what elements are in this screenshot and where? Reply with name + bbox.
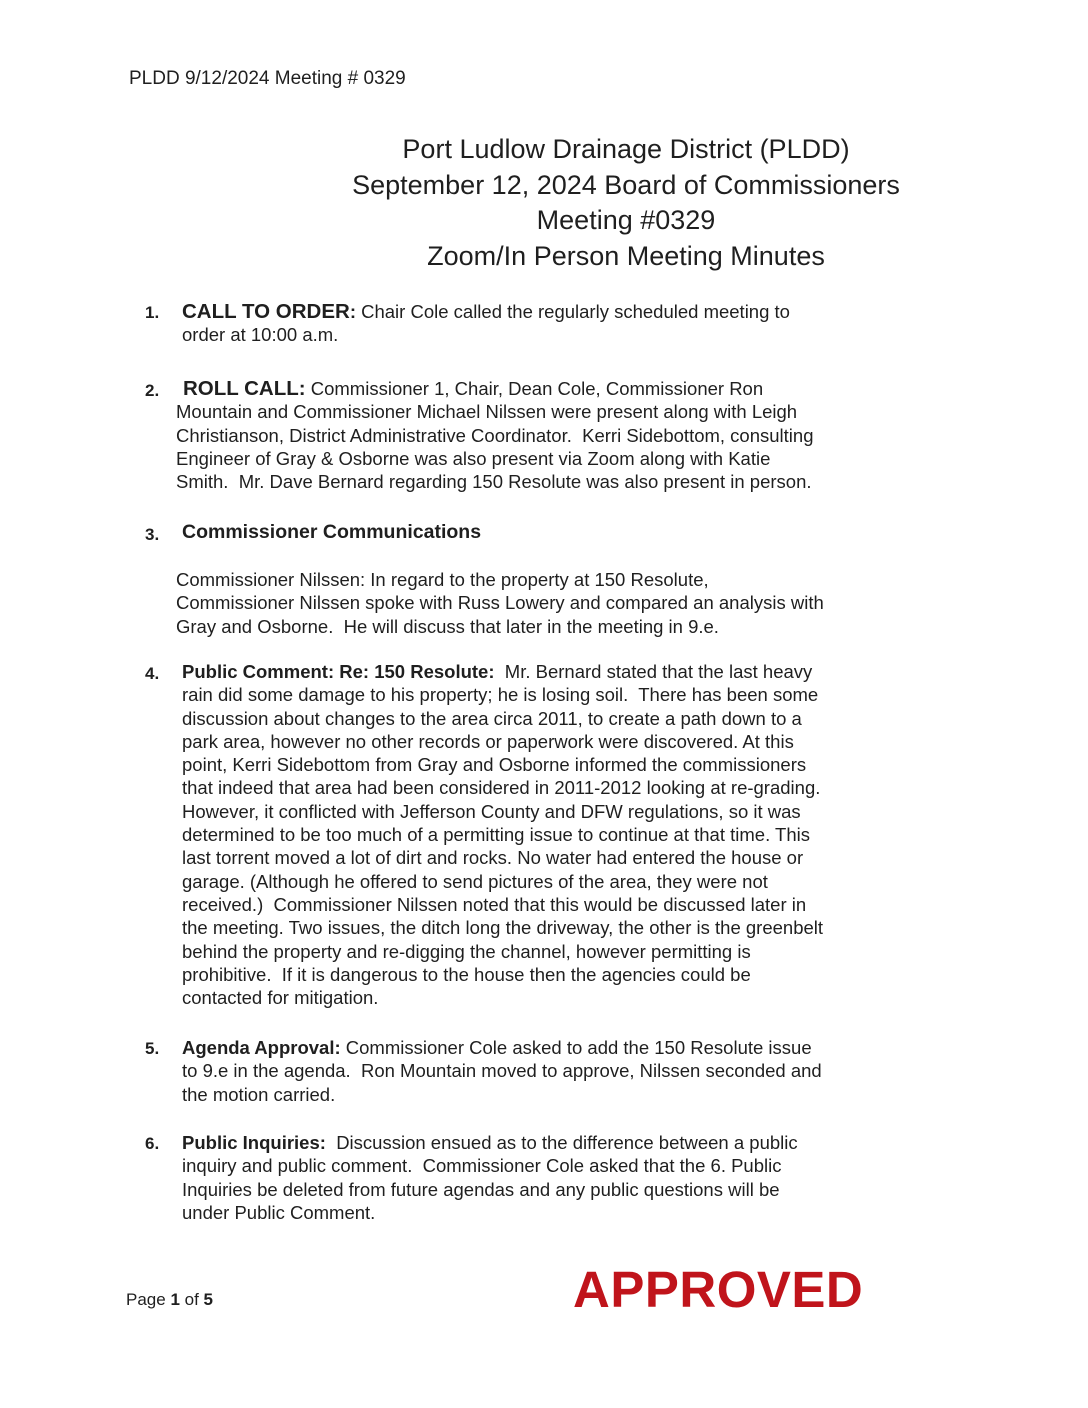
agenda-item-agenda-approval (182, 1036, 822, 1106)
item-text-line: order at 10:00 a.m. (182, 324, 339, 346)
page-header: PLDD 9/12/2024 Meeting # 0329 (129, 68, 406, 89)
item-text-line: Mountain and Commissioner Michael Nilssen were present along with Leigh (176, 401, 798, 423)
page-word: Page (126, 1290, 171, 1309)
item-text-line: under Public Comment. (182, 1201, 376, 1223)
item-text-line: Discussion ensued as to the difference between a public (325, 1132, 798, 1153)
item-heading: ROLL CALL: (183, 377, 306, 400)
item-text-line: Commissioner Nilssen: In regard to the property at 150 Resolute, (176, 569, 709, 590)
item-number: 3. (145, 525, 160, 544)
item-text-line: contacted for mitigation. (182, 987, 379, 1009)
item-number: 1. (145, 303, 160, 322)
item-text-line: the motion carried. (182, 1083, 336, 1105)
item-text-line: that indeed that area had been considered in 2011-2012 looking at re-grading. (182, 777, 821, 799)
agenda-item-roll-call (176, 377, 814, 493)
item-text-line: discussion about changes to the area circa 2011, to create a path down to a (182, 707, 802, 729)
item-text-line: garage. (Although he offered to send pictures of the area, they were not (182, 870, 768, 892)
item-number: 5. (145, 1039, 160, 1058)
item-text-line: behind the property and re-digging the channel, however permitting is (182, 940, 751, 962)
heading-colon: : (349, 301, 356, 322)
item-text-line: Commissioner Cole asked to add the 150 Resolute issue (340, 1037, 812, 1058)
item-heading: CALL TO ORDER (182, 300, 350, 323)
item-number: 2. (145, 381, 160, 400)
item-heading: Agenda Approval: (182, 1037, 341, 1058)
item-text-line: Commissioner Nilssen spoke with Russ Lowery and compared an analysis with (176, 592, 824, 614)
item-text-line: However, it conflicted with Jefferson County and DFW regulations, so it was (182, 800, 801, 822)
item-text-line: Gray and Osborne. He will discuss that later in the meeting in 9.e. (176, 615, 719, 637)
item-text-line: prohibitive. If it is dangerous to the house then the agencies could be (182, 963, 751, 985)
current-page: 1 (170, 1290, 180, 1309)
item-heading: Public Inquiries: (182, 1132, 326, 1153)
item-text-line: Smith. Mr. Dave Bernard regarding 150 Resolute was also present in person. (176, 471, 812, 493)
item-text-line: determined to be too much of a permitting issue to continue at that time. This (182, 824, 810, 846)
agenda-item-public-inquiries (182, 1131, 798, 1224)
item-text-line: to 9.e in the agenda. Ron Mountain moved to approve, Nilssen seconded and (182, 1060, 822, 1082)
item-text-line: Inquiries be deleted from future agendas and any public questions will be (182, 1178, 780, 1200)
item-text-line: received.) Commissioner Nilssen noted that this would be discussed later in (182, 893, 807, 915)
total-pages: 5 (203, 1290, 213, 1309)
item-number: 4. (145, 664, 160, 683)
title-line: Meeting #0329 (536, 205, 716, 235)
item-text-line: Engineer of Gray & Osborne was also present via Zoom along with Katie (176, 447, 771, 469)
title-line: Port Ludlow Drainage District (PLDD) (402, 134, 850, 164)
item-heading: Commissioner Communications (182, 521, 482, 543)
title-line: September 12, 2024 Board of Commissioners (352, 169, 900, 200)
item-text-line: Mr. Bernard stated that the last heavy (494, 661, 813, 682)
item-text-line: point, Kerri Sidebottom from Gray and Osborne informed the commissioners (182, 754, 807, 776)
item-text-line: rain did some damage to his property; he is losing soil. There has been some (182, 684, 819, 706)
item-text-line: inquiry and public comment. Commissioner Cole asked that the 6. Public (182, 1155, 782, 1177)
item-text-line: Chair Cole called the regularly scheduled meeting to (355, 301, 790, 322)
item-text-line: Commissioner 1, Chair, Dean Cole, Commissioner Ron (305, 378, 764, 399)
item-text-line: the meeting. Two issues, the ditch long the driveway, the other is the greenbelt (182, 917, 824, 939)
agenda-item-commissioner-communications (176, 568, 824, 638)
page-number (126, 1290, 213, 1310)
item-text-line: last torrent moved a lot of dirt and rocks. No water had entered the house or (182, 847, 804, 869)
item-text-line: park area, however no other records or paperwork were discovered. At this (182, 730, 794, 752)
document-title (320, 132, 932, 274)
item-heading: Public Comment: Re: 150 Resolute: (182, 661, 495, 682)
agenda-item-public-comment (182, 660, 823, 1009)
agenda-item-call-to-order (182, 300, 790, 347)
approved-stamp: APPROVED (573, 1261, 864, 1318)
of-word: of (179, 1290, 204, 1309)
item-text-line: Christianson, District Administrative Coordinator. Kerri Sidebottom, consulting (176, 424, 814, 446)
item-number: 6. (145, 1134, 160, 1153)
title-line: Zoom/In Person Meeting Minutes (427, 240, 825, 271)
